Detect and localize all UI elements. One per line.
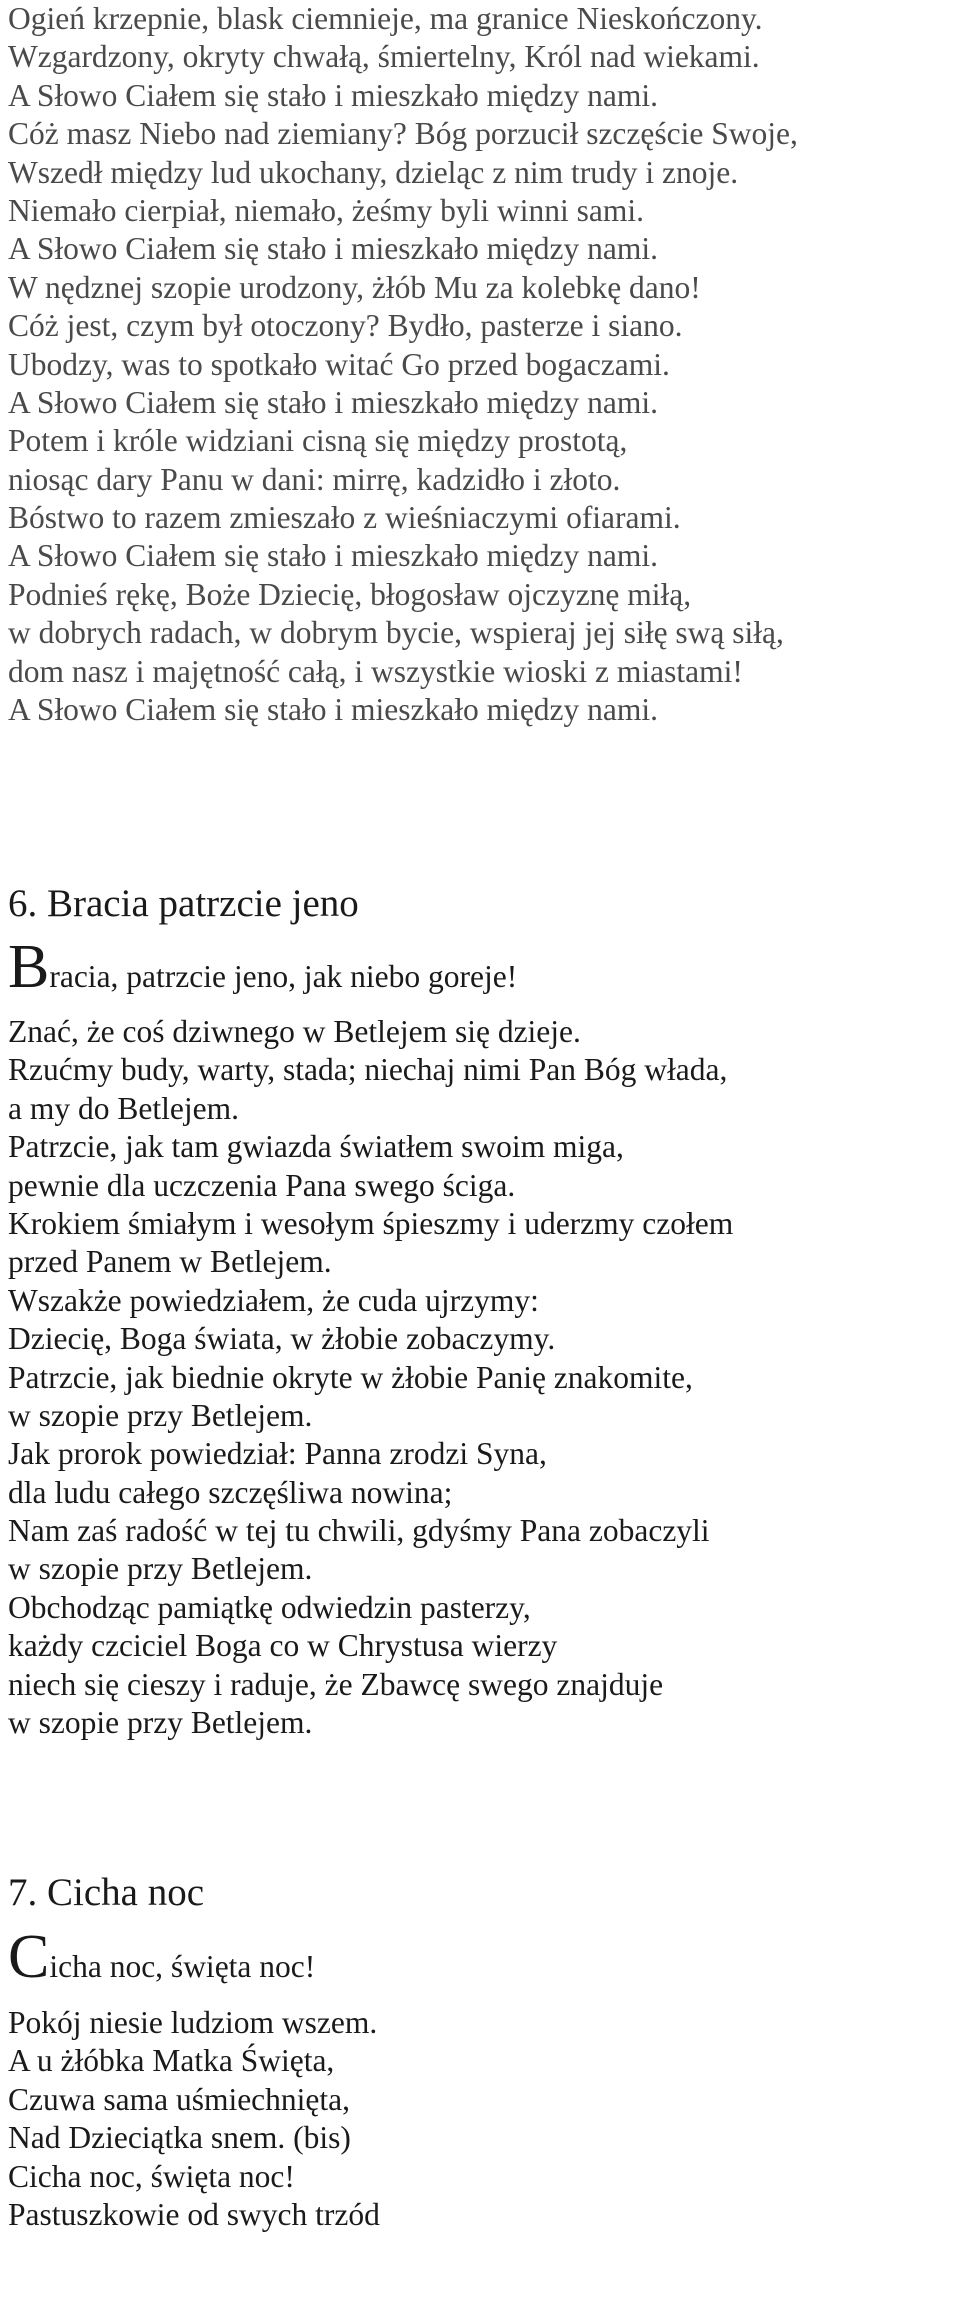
lyric-line: Wszakże powiedziałem, że cuda ujrzymy: — [8, 1282, 539, 1318]
lyric-line: Niemało cierpiał, niemało, żeśmy byli winni sami. — [8, 192, 644, 228]
carol-7-first-line — [8, 1923, 316, 1992]
lyric-line: Pokój niesie ludziom wszem. — [8, 2005, 378, 2040]
lyric-line: Cicha noc, święta noc! — [8, 2158, 295, 2194]
lyric-line: niosąc dary Panu w dani: mirrę, kadzidło i złoto. — [8, 461, 621, 497]
lyric-line: w szopie przy Betlejem. — [8, 1397, 313, 1433]
lyric-line: Wzgardzony, okryty chwałą, śmiertelny, Król nad wiekami. — [8, 39, 760, 75]
lyric-line: Rzućmy budy, warty, stada; niechaj nimi Pan Bóg włada, — [8, 1052, 728, 1088]
lyric-line: a my do Betlejem. — [8, 1090, 239, 1126]
lyric-line: Potem i króle widziani cisną się między prostotą, — [8, 423, 628, 459]
lyric-line: A u żłóbka Matka Święta, — [8, 2043, 335, 2079]
carol-6-first-line — [8, 933, 518, 1002]
lyric-line: Ogień krzepnie, blask ciemnieje, ma granice Nieskończony. — [8, 1, 763, 36]
lyric-line: w szopie przy Betlejem. — [8, 1705, 313, 1741]
lyric-line: Ubodzy, was to spotkało witać Go przed bogaczami. — [8, 346, 670, 382]
lyric-line: Pastuszkowie od swych trzód — [8, 2196, 380, 2232]
carol-6-title: 6. Bracia patrzcie jeno — [8, 882, 359, 925]
carol-7-first-line-text: icha noc, święta noc! — [49, 1949, 316, 1984]
lyric-line: Obchodząc pamiątkę odwiedzin pasterzy, — [8, 1589, 531, 1625]
lyric-line: Nam zaś radość w tej tu chwili, gdyśmy Pana zobaczyli — [8, 1513, 710, 1549]
lyric-line: A Słowo Ciałem się stało i mieszkało między nami. — [8, 231, 659, 267]
lyric-line: Cóż jest, czym był otoczony? Bydło, pasterze i siano. — [8, 308, 683, 344]
previous-carol-stanzas — [8, 0, 798, 729]
carol-7-drop-cap: C — [8, 1923, 50, 1991]
lyric-line: Cóż masz Niebo nad ziemiany? Bóg porzucił szczęście Swoje, — [8, 116, 798, 152]
lyric-line: Patrzcie, jak biednie okryte w żłobie Panię znakomite, — [8, 1359, 693, 1395]
carol-6-lyrics — [8, 1013, 733, 1742]
lyric-line: w szopie przy Betlejem. — [8, 1551, 313, 1587]
lyric-line: Podnieś rękę, Boże Dziecię, błogosław ojczyznę miłą, — [8, 576, 692, 612]
carol-7-title: 7. Cicha noc — [8, 1871, 205, 1914]
lyric-line: Nad Dzieciątka snem. (bis) — [8, 2120, 351, 2156]
lyric-line: Jak prorok powiedział: Panna zrodzi Syna, — [8, 1436, 547, 1472]
lyric-line: Bóstwo to razem zmieszało z wieśniaczymi ofiarami. — [8, 500, 681, 536]
lyric-line: W nędznej szopie urodzony, żłób Mu za kolebkę dano! — [8, 269, 701, 305]
lyric-line: niech się cieszy i raduje, że Zbawcę swego znajduje — [8, 1666, 664, 1702]
lyric-line: dom nasz i majętność całą, i wszystkie wioski z miastami! — [8, 653, 743, 689]
lyric-line: A Słowo Ciałem się stało i mieszkało między nami. — [8, 692, 659, 728]
lyric-line: każdy czciciel Boga co w Chrystusa wierzy — [8, 1628, 558, 1664]
lyric-line: A Słowo Ciałem się stało i mieszkało między nami. — [8, 538, 659, 574]
lyric-line: Wszedł między lud ukochany, dzieląc z nim trudy i znoje. — [8, 154, 739, 190]
carol-6-first-line-text: racia, patrzcie jeno, jak niebo goreje! — [49, 959, 518, 994]
lyric-line: dla ludu całego szczęśliwa nowina; — [8, 1474, 453, 1510]
lyric-line: przed Panem w Betlejem. — [8, 1244, 332, 1280]
carol-6-drop-cap: B — [8, 933, 50, 1001]
lyric-line: Czuwa sama uśmiechnięta, — [8, 2081, 351, 2117]
lyric-line: Dziecię, Boga świata, w żłobie zobaczymy. — [8, 1321, 556, 1357]
lyric-line: A Słowo Ciałem się stało i mieszkało między nami. — [8, 384, 659, 420]
lyric-line: pewnie dla uczczenia Pana swego ściga. — [8, 1167, 516, 1203]
carol-7-lyrics — [8, 2004, 380, 2234]
lyric-line: Patrzcie, jak tam gwiazda światłem swoim miga, — [8, 1129, 624, 1165]
lyric-line: A Słowo Ciałem się stało i mieszkało między nami. — [8, 77, 659, 113]
lyric-line: Krokiem śmiałym i wesołym śpieszmy i uderzmy czołem — [8, 1205, 734, 1241]
lyric-line: Znać, że coś dziwnego w Betlejem się dzieje. — [8, 1014, 581, 1049]
lyric-line: w dobrych radach, w dobrym bycie, wspieraj jej siłę swą siłą, — [8, 615, 784, 651]
